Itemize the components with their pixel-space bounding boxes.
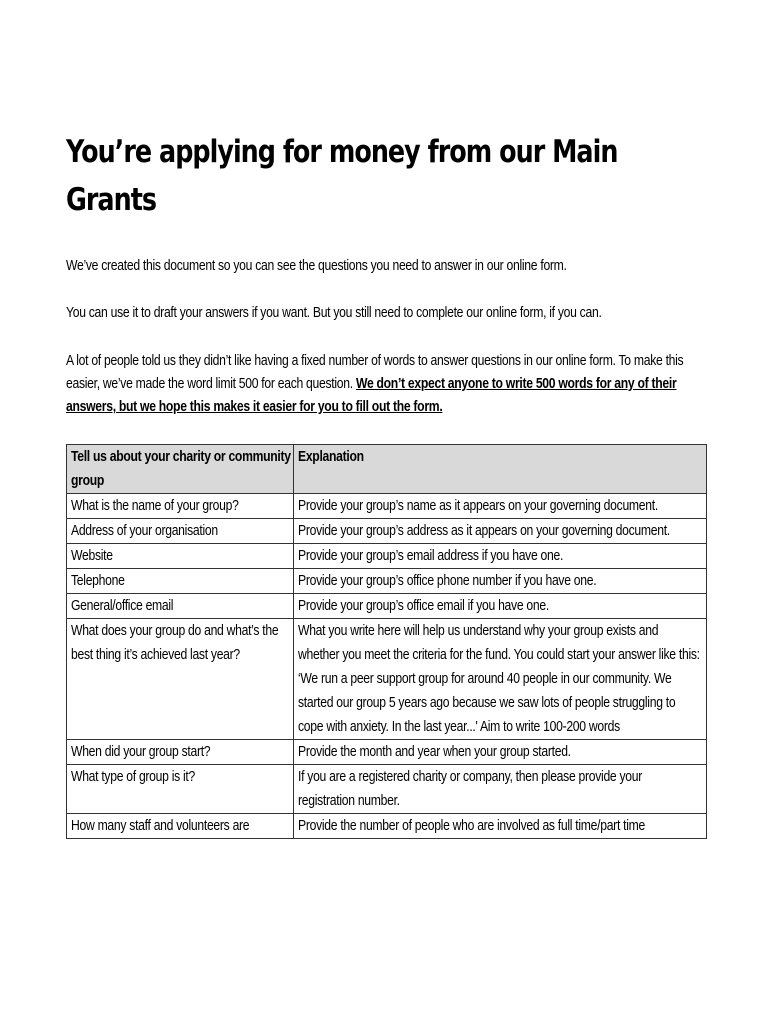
header-explanation: Explanation [294,445,707,494]
row-explanation: Provide your group’s address as it appears on your governing document. [294,519,707,544]
word-limit-text: A lot of people told us they didn’t like having a fixed number of words to answer questions in our online form. To make this easier, we’ve made the word limit 500 for each question. [66,353,684,392]
row-explanation: Provide the number of people who are involved as full time/part time [294,814,707,839]
table-row [67,544,707,569]
header-question: Tell us about your charity or community group [67,445,294,494]
row-explanation: What you write here will help us understand why your group exists and whether you meet the criteria for the fund. You could start your answer like this: ‘We run a peer support group for around 40 people in our community. We started our group 5 years ago because we saw lots of people struggling to cope with anxiety. In the last year...' Aim to write 100-200 words [294,619,707,740]
table-row [67,594,707,619]
row-explanation: Provide your group’s email address if you have one. [294,544,707,569]
table-row [67,765,707,814]
row-explanation: Provide your group’s office phone number if you have one. [294,569,707,594]
table-row [67,569,707,594]
row-explanation: If you are a registered charity or company, then please provide your registration number. [294,765,707,814]
table-row [67,814,707,839]
row-question: General/office email [67,594,294,619]
table-row [67,494,707,519]
table-row [67,619,707,740]
row-question: What does your group do and what’s the best thing it’s achieved last year? [67,619,294,740]
word-limit-paragraph [66,350,704,419]
row-question: Telephone [67,569,294,594]
row-explanation: Provide your group’s office email if you have one. [294,594,707,619]
draft-paragraph: You can use it to draft your answers if you want. But you still need to complete our online form, if you can. [66,305,602,321]
row-question: Address of your organisation [67,519,294,544]
row-question: What is the name of your group? [67,494,294,519]
page-title: You’re applying for money from our Main Grants [66,134,618,218]
questions-table [66,444,707,839]
row-explanation: Provide the month and year when your group started. [294,740,707,765]
table-header-row [67,445,707,494]
table-row [67,519,707,544]
row-explanation: Provide your group’s name as it appears on your governing document. [294,494,707,519]
row-question: When did your group start? [67,740,294,765]
intro-paragraph: We’ve created this document so you can see the questions you need to answer in our online form. [66,258,567,274]
word-limit-emphasis: We don’t expect anyone to write 500 words for any of their answers, but we hope this makes it easier for you to fill out the form. [66,376,677,415]
table-row [67,740,707,765]
document-page [66,128,706,834]
row-question: What type of group is it? [67,765,294,814]
row-question: Website [67,544,294,569]
row-question: How many staff and volunteers are [67,814,294,839]
